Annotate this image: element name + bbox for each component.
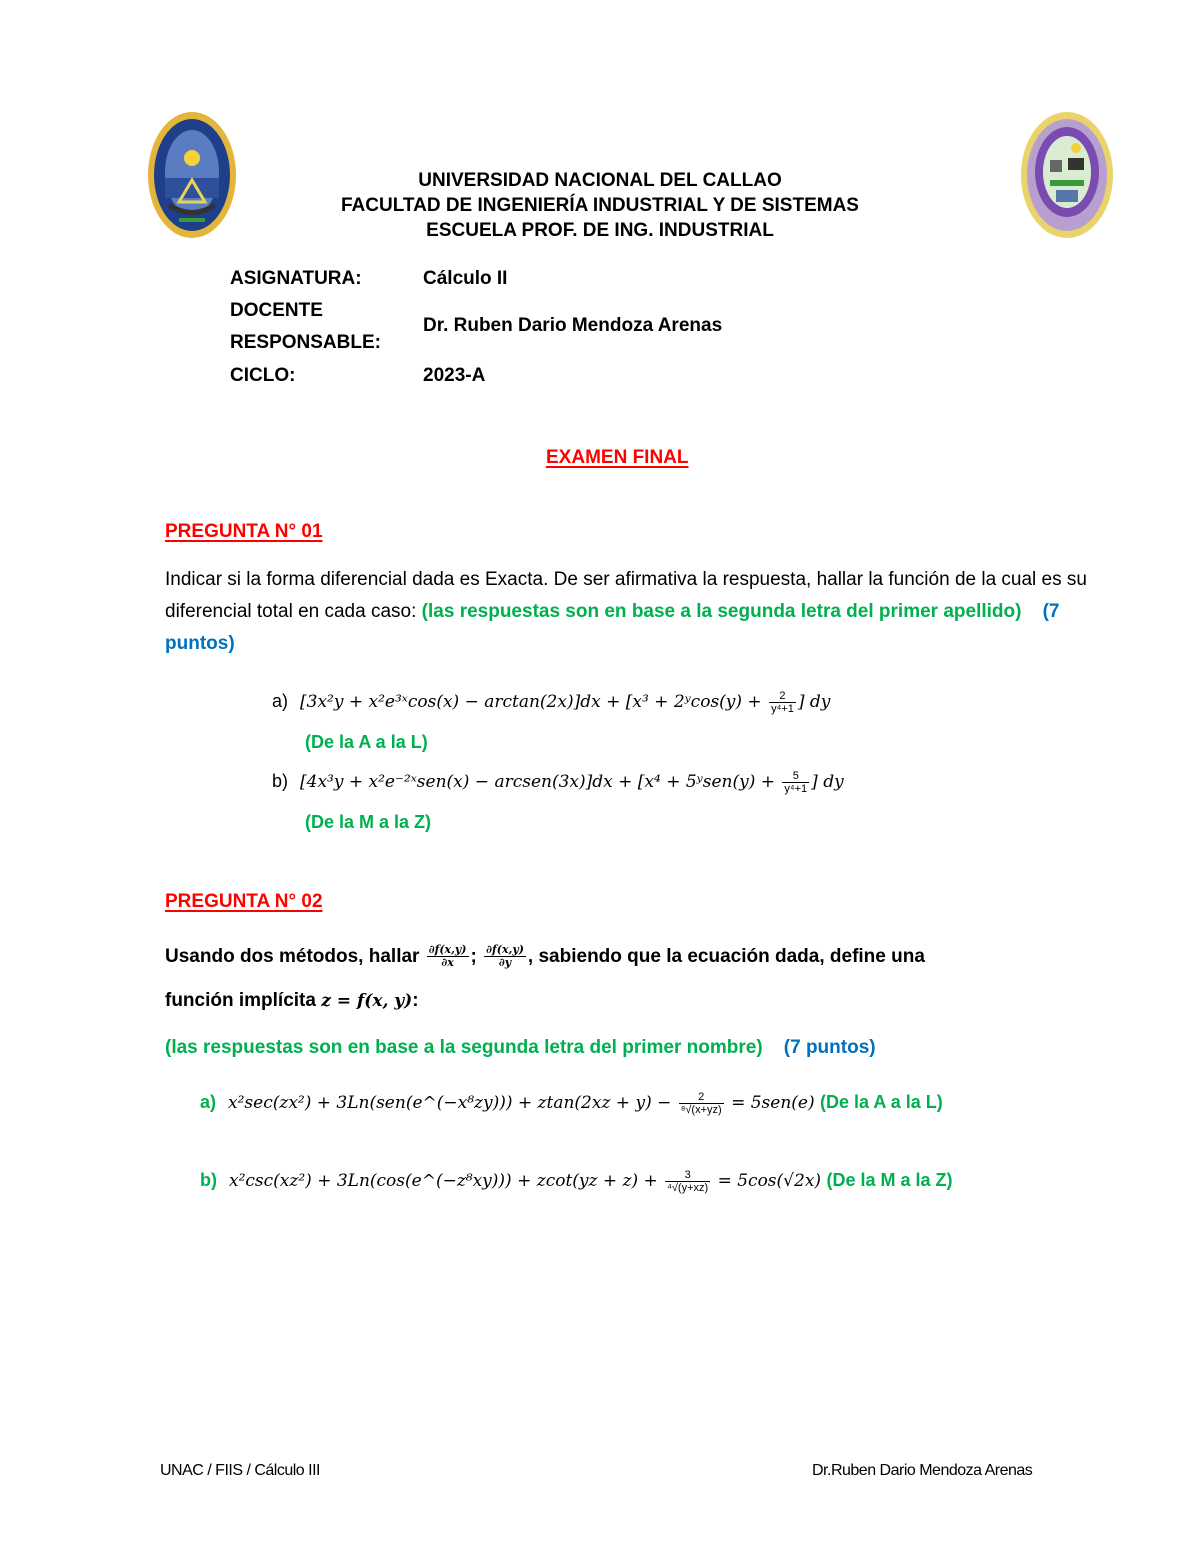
question-2-item-b-range: (De la M a la Z) [826,1170,953,1190]
exam-title: EXAMEN FINAL [546,447,689,468]
university-name: UNIVERSIDAD NACIONAL DEL CALLAO [418,170,782,191]
partial-x-fraction: $\frac{\partial f(x,y)}{\partial x}$ [428,943,467,970]
question-2-note-line [165,1032,876,1064]
fraction: $\frac{2}{\text{y⁴+1}}$ [771,689,794,715]
question-1-text [165,564,1095,660]
subject-value: Cálculo II [423,268,508,289]
question-1-note: (las respuestas son en base a la segunda letra del primer apellido) [421,601,1022,622]
cycle-value: 2023-A [423,365,486,386]
teacher-label-line1: DOCENTE [230,300,323,321]
question-1-statement: Indicar si la forma diferencial dada es Exacta. De ser afirmativa la respuesta, hallar la función de la cual es su diferencial total en cada caso: [165,569,1087,622]
question-2-text-line2: función implícita z = f(x, y): [165,990,419,1011]
math-expression: x²csc(xz²) + 3Ln(cos(e^(−z⁸xy))) + zcot(yz + z) + [229,1171,664,1191]
item-label: b) [272,771,289,791]
fraction: $\frac{3}{\text{⁴√(y+xz)}}$ [667,1168,709,1194]
question-2-item-a: a) x²sec(zx²) + 3Ln(sen(e^(−x⁸zy))) + ztan(2xz + y) − $\frac{2}{\text{⁸√(x+yz)}}$ = 5sen(e) (De la A a la L) [200,1090,943,1116]
question-1-points: (7 puntos) [165,601,1060,654]
fraction: $\frac{5}{\text{y⁴+1}}$ [784,769,808,795]
math-expression: [3x²y + x²e³ˣcos(x) − arctan(2x)]dx + [x³ + 2ʸcos(y) + [300,692,768,712]
teacher-value: Dr. Ruben Dario Mendoza Arenas [423,315,723,336]
question-2-item-b: b) x²csc(xz²) + 3Ln(cos(e^(−z⁸xy))) + zcot(yz + z) + $\frac{3}{\text{⁴√(y+xz)}}$ = 5cos(√2x) (De la M a la Z) [200,1168,953,1194]
footer-right: Dr.Ruben Dario Mendoza Arenas [812,1462,1033,1479]
question-1-title: PREGUNTA N° 01 [165,521,323,542]
cycle-label: CICLO: [230,365,296,386]
item-label: a) [272,691,289,711]
implicit-function: z = f(x, y) [321,991,413,1011]
subject-label: ASIGNATURA: [230,268,362,289]
math-expression: [4x³y + x²e⁻²ˣsen(x) − arcsen(3x)]dx + [x⁴ + 5ʸsen(y) + [300,772,781,792]
question-1-item-a: a) [3x²y + x²e³ˣcos(x) − arctan(2x)]dx + [x³ + 2ʸcos(y) + $\frac{2}{\text{y⁴+1}}$ ] dy [272,689,831,715]
faculty-name: FACULTAD DE INGENIERÍA INDUSTRIAL Y DE SISTEMAS [341,195,859,216]
question-1-item-a-range: (De la A a la L) [305,732,428,752]
question-2-text: Usando dos métodos, hallar $\frac{\partial f(x,y)}{\partial x}$ ; $\frac{\partial f(x,y)}{\partial y}$ , sabiendo que la ecuación dada, define una [165,943,925,970]
item-label: a) [200,1092,217,1112]
question-1-item-b: b) [4x³y + x²e⁻²ˣsen(x) − arcsen(3x)]dx + [x⁴ + 5ʸsen(y) + $\frac{5}{\text{y⁴+1}}$ ] dy [272,769,844,795]
fraction: $\frac{2}{\text{⁸√(x+yz)}}$ [680,1090,722,1116]
item-label: b) [200,1170,217,1190]
question-2-title: PREGUNTA N° 02 [165,891,323,912]
teacher-label-line2: RESPONSABLE: [230,332,381,353]
question-2-note: (las respuestas son en base a la segunda letra del primer nombre) [165,1037,763,1058]
question-1-item-b-range: (De la M a la Z) [305,812,432,832]
partial-y-fraction: $\frac{\partial f(x,y)}{\partial y}$ [486,943,524,970]
math-expression: x²sec(zx²) + 3Ln(sen(e^(−x⁸zy))) + ztan(2xz + y) − [228,1093,677,1113]
question-2-points: (7 puntos) [783,1037,876,1058]
footer-left: UNAC / FIIS / Cálculo III [160,1462,320,1479]
question-2-item-a-range: (De la A a la L) [820,1092,943,1112]
school-name: ESCUELA PROF. DE ING. INDUSTRIAL [426,220,774,241]
